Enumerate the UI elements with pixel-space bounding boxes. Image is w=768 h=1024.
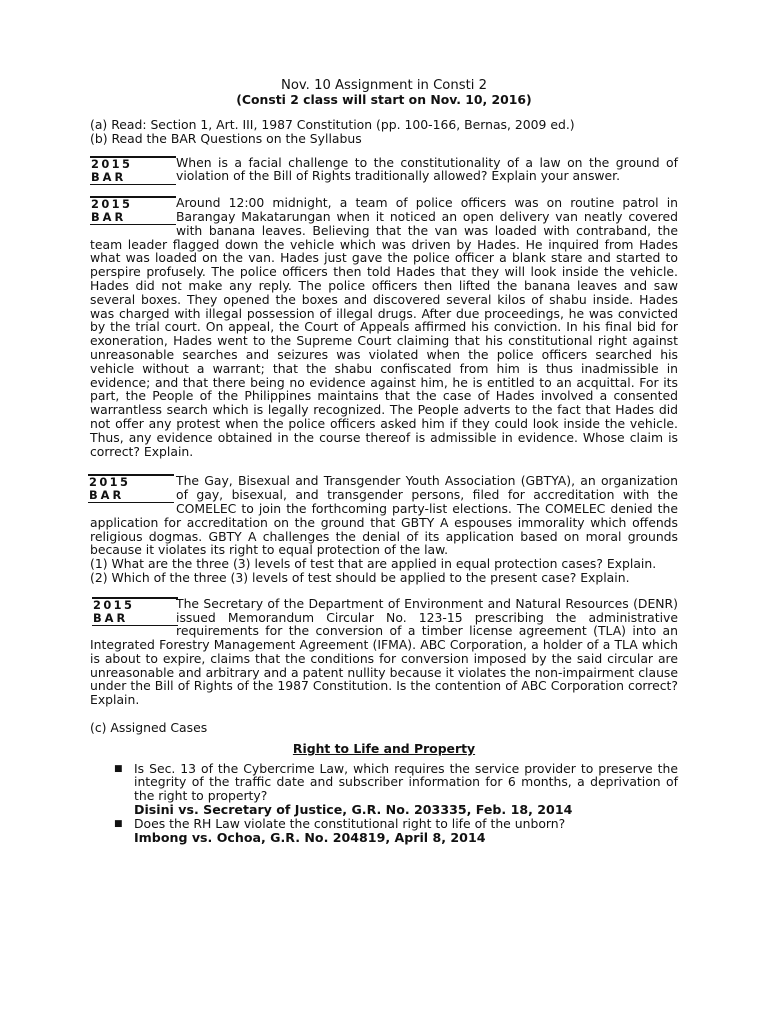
assigned-cases-label: (c) Assigned Cases xyxy=(90,720,208,736)
bar-tag: 2015 BAR xyxy=(90,156,176,186)
case-citation: Imbong vs. Ochoa, G.R. No. 204819, April 8, 2014 xyxy=(134,829,486,845)
bar-question-4 xyxy=(90,597,678,707)
document-page xyxy=(90,78,678,844)
document-subtitle: (Consti 2 class will start on Nov. 10, 2016) xyxy=(236,92,532,107)
document-title: Nov. 10 Assignment in Consti 2 xyxy=(280,78,488,93)
reading-item-b: (b) Read the BAR Questions on the Syllabus xyxy=(90,130,362,146)
case-citation: Disini vs. Secretary of Justice, G.R. No. 203335, Feb. 18, 2014 xyxy=(134,802,573,818)
sub-question-1: (1) What are the three (3) levels of test that are applied in equal protection cases? Explain. xyxy=(90,556,657,572)
question-text: When is a facial challenge to the constitutionality of a law on the ground of violation of the Bill of Rights traditionally allowed? Explain your answer. xyxy=(176,154,678,184)
question-text: The Secretary of the Department of Environment and Natural Resources (DENR) issued Memorandum Circular No. 123-15 prescribing the administrative requirements for the conversion of a timber license agreement (TLA) into an Integrated Forestry Management Agreement (IFMA). ABC Corporation, a holder of a TLA which is about to expire, claims that the conditions for conversion imposed by the said circular are unreasonable and arbitrary and a patent nullity because it violates the non-impairment clause under the Bill of Rights of the 1987 Constitution. Is the contention of ABC Corporation correct? Explain. xyxy=(90,595,678,708)
bar-question-2 xyxy=(90,196,678,458)
bullet-icon: ■ xyxy=(114,763,123,774)
reading-item-a: (a) Read: Section 1, Art. III, 1987 Constitution (pp. 100-166, Bernas, 2009 ed.) xyxy=(90,117,575,132)
bar-tag: 2015 BAR xyxy=(88,474,174,504)
question-text: The Gay, Bisexual and Transgender Youth Association (GBTYA), an organization of gay, bisexual, and transgender persons, filed for accreditation with the COMELEC to join the forthcoming party-list elections. The COMELEC denied the application for accreditation on the ground that GBTY A espouses immorality which offends religious dogmas. GBTY A challenges the denial of its application based on moral grounds because it violates its right to equal protection of the law. xyxy=(90,473,678,558)
bar-tag: 2015 BAR xyxy=(92,597,178,627)
question-text: Around 12:00 midnight, a team of police officers was on routine patrol in Barangay Makatarungan when it noticed an open delivery van neatly covered with banana leaves. Believing that the van was loaded with contraband, the team leader flagged down the vehicle which was driven by Hades. He inquired from Hades what was loaded on the van. Hades just gave the police officer a blank stare and started to perspire profusely. The police officers then told Hades that they will look inside the vehicle. Hades did not make any reply. The police officers then lifted the banana leaves and saw several boxes. They opened the boxes and discovered several kilos of shabu inside. Hades was charged with illegal possession of illegal drugs. After due proceedings, he was convicted by the trial court. On appeal, the Court of Appeals affirmed his conviction. In his final bid for exoneration, Hades went to the Supreme Court claiming that his constitutional right against unreasonable searches and seizures was violated when the police officers searched his vehicle without a warrant; that the shabu confiscated from him is thus inadmissible in evidence; and that there being no evidence against him, he is entitled to an acquittal. For its part, the People of the Philippines maintains that the case of Hades involved a consented warrantless search which is legally recognized. The People adverts to the fact that Hades did not offer any protest when the police officers asked him if they could look inside the vehicle. Thus, any evidence obtained in the course thereof is admissible in evidence. Whose claim is correct? Explain. xyxy=(90,195,678,459)
bar-question-1 xyxy=(90,156,678,184)
list-item xyxy=(90,762,678,817)
bar-tag: 2015 BAR xyxy=(90,196,176,226)
case-question: Does the RH Law violate the constitutional right to life of the unborn? xyxy=(134,815,566,831)
bullet-icon: ■ xyxy=(114,818,123,829)
case-list xyxy=(90,762,678,845)
list-item xyxy=(90,817,678,845)
bar-question-3 xyxy=(90,474,678,584)
sub-question-2: (2) Which of the three (3) levels of test should be applied to the present case? Explain. xyxy=(90,569,630,585)
case-question: Is Sec. 13 of the Cybercrime Law, which requires the service provider to preserve the integrity of the traffic date and subscriber information for 6 months, a deprivation of the right to property? xyxy=(134,760,678,804)
reading-list xyxy=(90,118,678,146)
section-title: Right to Life and Property xyxy=(292,740,476,756)
